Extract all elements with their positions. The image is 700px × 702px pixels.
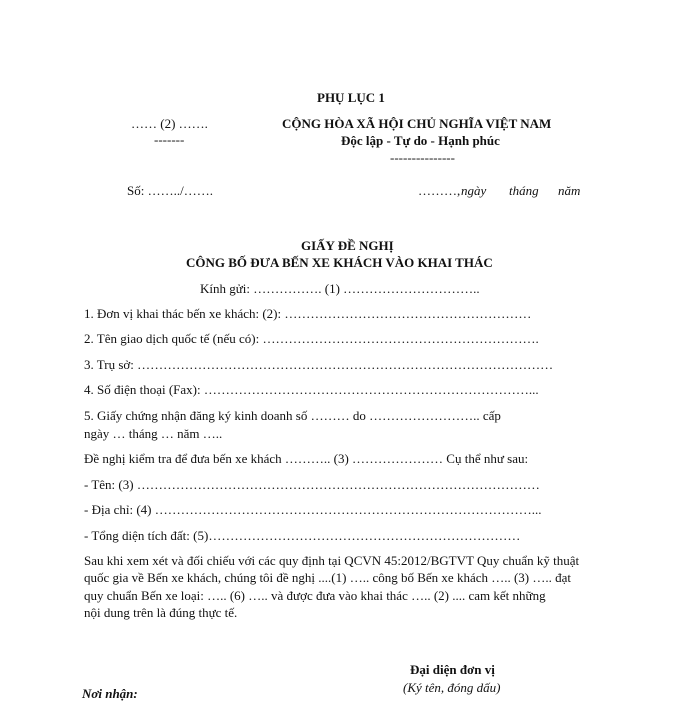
signature-note: (Ký tên, đóng dấu) bbox=[403, 680, 501, 695]
motto-dashes: --------------- bbox=[390, 150, 455, 165]
field-business-license: 5. Giấy chứng nhận đăng ký kinh doanh số ……… do …………………….. cấp bbox=[84, 408, 501, 423]
paragraph-line-4: nội dung trên là đúng thực tế. bbox=[84, 605, 238, 620]
document-number: Số: ……../……. bbox=[127, 183, 213, 198]
left-org-placeholder: …… (2) ……. bbox=[131, 116, 208, 131]
detail-address: - Địa chỉ: (4) ……………………………………………………………………………... bbox=[84, 502, 542, 517]
field-license-date: ngày … tháng … năm ….. bbox=[84, 426, 223, 441]
document-title: GIẤY ĐỀ NGHỊ bbox=[301, 238, 394, 253]
paragraph-line-2: quốc gia về Bến xe khách, chúng tôi đề nghị ....(1) ….. công bố Bến xe khách ….. (3) ….. đạt bbox=[84, 570, 572, 585]
addressee: Kính gửi: ……………. (1) ………………………….. bbox=[200, 281, 480, 296]
recipient-label: Nơi nhận: bbox=[82, 686, 138, 701]
date-place: ………, bbox=[418, 183, 461, 198]
detail-area: - Tổng diện tích đất: (5)……………………………………………………………… bbox=[84, 528, 521, 543]
date-year: năm bbox=[558, 183, 581, 198]
field-intl-name: 2. Tên giao dịch quốc tế (nếu có): ………………………………………………………. bbox=[84, 331, 539, 346]
nation-title: CỘNG HÒA XÃ HỘI CHỦ NGHĨA VIỆT NAM bbox=[282, 116, 552, 131]
appendix-title: PHỤ LỤC 1 bbox=[317, 90, 385, 105]
field-phone: 4. Số điện thoại (Fax): …………………………………………………………………... bbox=[84, 382, 539, 397]
date-month: tháng bbox=[509, 183, 539, 198]
paragraph-line-3: quy chuẩn Bến xe loại: ….. (6) ….. và được đưa vào khai thác ….. (2) .... cam kết những bbox=[84, 588, 546, 603]
field-headquarters: 3. Trụ sở: …………………………………………………………………………………… bbox=[84, 357, 554, 372]
document-subtitle: CÔNG BỐ ĐƯA BẾN XE KHÁCH VÀO KHAI THÁC bbox=[186, 255, 493, 270]
left-org-dashes: ------- bbox=[154, 132, 185, 147]
signature-title: Đại diện đơn vị bbox=[410, 662, 495, 677]
motto: Độc lập - Tự do - Hạnh phúc bbox=[341, 133, 500, 148]
field-operator: 1. Đơn vị khai thác bến xe khách: (2): ………………………………………………… bbox=[84, 306, 532, 321]
request-line: Đề nghị kiểm tra để đưa bến xe khách ……….. (3) ………………… Cụ thể như sau: bbox=[84, 451, 529, 466]
date-day: ngày bbox=[461, 183, 487, 198]
paragraph-line-1: Sau khi xem xét và đối chiếu với các quy định tại QCVN 45:2012/BGTVT Quy chuẩn kỹ thuật bbox=[84, 553, 580, 568]
detail-name: - Tên: (3) ………………………………………………………………………………… bbox=[84, 477, 540, 492]
